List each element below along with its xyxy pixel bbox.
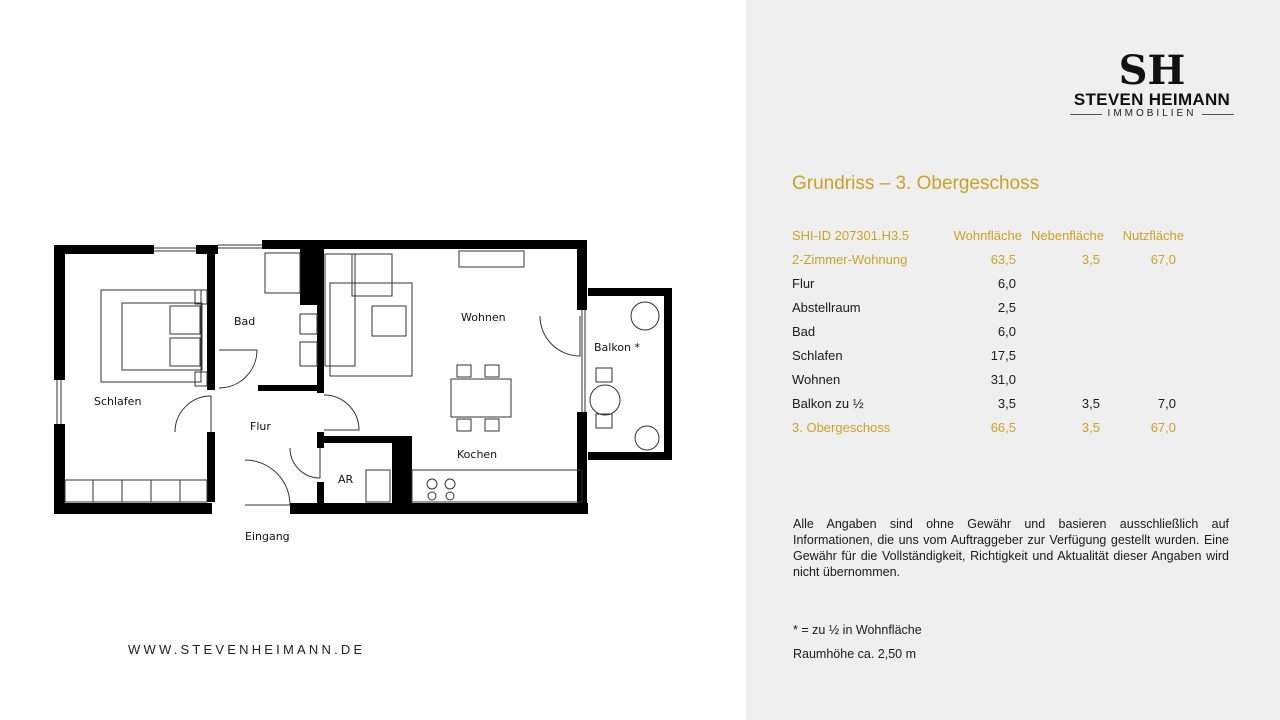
table-row-total: [792, 420, 1192, 440]
row-wohn: 3,5: [997, 396, 1016, 411]
table-row: [792, 348, 1192, 368]
row-label: Abstellraum: [792, 300, 861, 315]
row-wohn: 63,5: [990, 252, 1016, 267]
row-label: Bad: [792, 324, 816, 339]
table-row: [792, 396, 1192, 416]
label-bad: Bad: [234, 315, 256, 328]
table-row: [792, 276, 1192, 296]
row-neben: 3,5: [1081, 396, 1100, 411]
row-label: Flur: [792, 276, 815, 291]
label-ar: AR: [338, 473, 354, 486]
row-neben: 3,5: [1081, 420, 1100, 435]
label-schlafen: Schlafen: [94, 395, 142, 408]
table-row: [792, 372, 1192, 392]
row-wohn: 6,0: [997, 276, 1016, 291]
header-nutzflaeche: Nutzfläche: [1122, 228, 1184, 243]
row-label: Balkon zu ½: [792, 396, 864, 411]
table-header: [792, 228, 1192, 248]
page-title: Grundriss – 3. Obergeschoss: [792, 173, 1040, 194]
row-nutz: 7,0: [1157, 396, 1176, 411]
label-flur: Flur: [250, 420, 271, 433]
row-label: 2-Zimmer-Wohnung: [792, 252, 908, 267]
website-link[interactable]: WWW.STEVENHEIMANN.DE: [128, 642, 366, 657]
row-label: Wohnen: [792, 372, 841, 387]
row-wohn: 2,5: [997, 300, 1016, 315]
walls: [54, 240, 672, 514]
label-balkon: Balkon *: [594, 341, 641, 354]
table-row: [792, 324, 1192, 344]
row-wohn: 66,5: [990, 420, 1016, 435]
row-wohn: 6,0: [997, 324, 1016, 339]
label-wohnen: Wohnen: [461, 311, 506, 324]
row-nutz: 67,0: [1150, 252, 1176, 267]
header-wohnflaeche: Wohnfläche: [953, 228, 1022, 243]
note-room-height: Raumhöhe ca. 2,50 m: [793, 647, 916, 661]
label-kochen: Kochen: [457, 448, 498, 461]
note-half-area: * = zu ½ in Wohnfläche: [793, 623, 922, 637]
row-nutz: 67,0: [1150, 420, 1176, 435]
row-label: Schlafen: [792, 348, 843, 363]
disclaimer-text: Alle Angaben sind ohne Gewähr und basieren ausschließlich auf Informationen, die uns vom Auftraggeber zur Verfügung gestellt wurden. Eine Gewähr für die Vollständigkeit, Richtigkeit und Aktualität dieser Angaben wird nicht übernommen.: [793, 517, 1229, 579]
brand-name: STEVEN HEIMANN: [1073, 90, 1231, 109]
row-label: 3. Obergeschoss: [792, 420, 891, 435]
table-row: [792, 252, 1192, 272]
header-id: SHI-ID 207301.H3.5: [792, 228, 910, 243]
monogram-icon: SH: [1118, 47, 1186, 94]
label-eingang: Eingang: [245, 530, 290, 543]
table-row: [792, 300, 1192, 320]
header-nebenflaeche: Nebenfläche: [1031, 228, 1104, 243]
row-neben: 3,5: [1081, 252, 1100, 267]
row-wohn: 17,5: [990, 348, 1016, 363]
fixtures: [57, 245, 659, 505]
brand-subtitle: IMMOBILIEN: [1107, 108, 1197, 119]
row-wohn: 31,0: [990, 372, 1016, 387]
